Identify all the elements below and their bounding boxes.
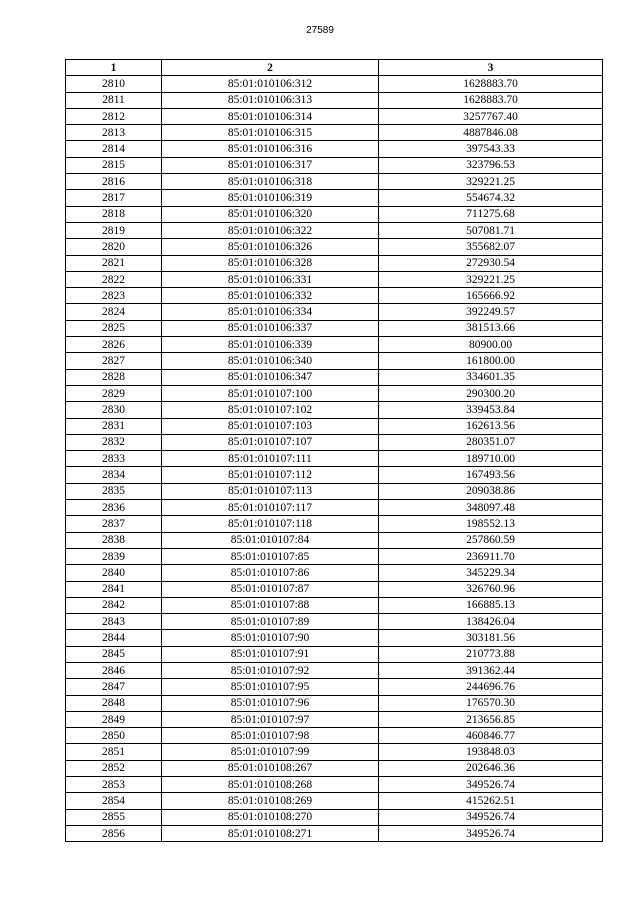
row-number-cell: 2854	[66, 793, 162, 809]
row-number-cell: 2843	[66, 614, 162, 630]
value-cell: 415262.51	[379, 793, 603, 809]
value-cell: 236911.70	[379, 548, 603, 564]
cadastral-number-cell: 85:01:010107:92	[162, 662, 379, 678]
row-number-cell: 2815	[66, 157, 162, 173]
value-cell: 4887846.08	[379, 125, 603, 141]
table-row	[66, 614, 603, 630]
value-cell: 334601.35	[379, 369, 603, 385]
row-number-cell: 2833	[66, 451, 162, 467]
value-cell: 460846.77	[379, 728, 603, 744]
table-row	[66, 418, 603, 434]
cadastral-number-cell: 85:01:010106:340	[162, 353, 379, 369]
table-row	[66, 793, 603, 809]
value-cell: 290300.20	[379, 385, 603, 401]
cadastral-number-cell: 85:01:010106:331	[162, 271, 379, 287]
table-row	[66, 271, 603, 287]
value-cell: 326760.96	[379, 581, 603, 597]
table-row	[66, 434, 603, 450]
cadastral-number-cell: 85:01:010107:99	[162, 744, 379, 760]
table-row	[66, 141, 603, 157]
cadastral-number-cell: 85:01:010106:313	[162, 92, 379, 108]
value-cell: 244696.76	[379, 679, 603, 695]
table-row	[66, 304, 603, 320]
table-header	[66, 60, 603, 76]
table-row	[66, 646, 603, 662]
value-cell: 272930.54	[379, 255, 603, 271]
table-row	[66, 825, 603, 841]
table-row	[66, 353, 603, 369]
row-number-cell: 2837	[66, 516, 162, 532]
cadastral-number-cell: 85:01:010106:315	[162, 125, 379, 141]
row-number-cell: 2824	[66, 304, 162, 320]
value-cell: 167493.56	[379, 467, 603, 483]
page-number: 27589	[306, 25, 334, 36]
table-row	[66, 597, 603, 613]
row-number-cell: 2822	[66, 271, 162, 287]
row-number-cell: 2828	[66, 369, 162, 385]
value-cell: 165666.92	[379, 288, 603, 304]
row-number-cell: 2845	[66, 646, 162, 662]
cadastral-number-cell: 85:01:010107:118	[162, 516, 379, 532]
cadastral-number-cell: 85:01:010106:328	[162, 255, 379, 271]
table-row	[66, 222, 603, 238]
table-row	[66, 695, 603, 711]
row-number-cell: 2855	[66, 809, 162, 825]
row-number-cell: 2850	[66, 728, 162, 744]
cadastral-number-cell: 85:01:010107:102	[162, 402, 379, 418]
row-number-cell: 2819	[66, 222, 162, 238]
value-cell: 189710.00	[379, 451, 603, 467]
row-number-cell: 2847	[66, 679, 162, 695]
row-number-cell: 2844	[66, 630, 162, 646]
value-cell: 1628883.70	[379, 76, 603, 92]
value-cell: 345229.34	[379, 565, 603, 581]
table-row	[66, 288, 603, 304]
cadastral-number-cell: 85:01:010107:103	[162, 418, 379, 434]
row-number-cell: 2838	[66, 532, 162, 548]
value-cell: 711275.68	[379, 206, 603, 222]
value-cell: 355682.07	[379, 239, 603, 255]
row-number-cell: 2821	[66, 255, 162, 271]
table-row	[66, 467, 603, 483]
cadastral-number-cell: 85:01:010107:112	[162, 467, 379, 483]
column-header-1: 1	[66, 60, 162, 76]
table-row	[66, 255, 603, 271]
value-cell: 397543.33	[379, 141, 603, 157]
row-number-cell: 2846	[66, 662, 162, 678]
row-number-cell: 2813	[66, 125, 162, 141]
value-cell: 303181.56	[379, 630, 603, 646]
row-number-cell: 2814	[66, 141, 162, 157]
data-table	[65, 59, 603, 842]
value-cell: 507081.71	[379, 222, 603, 238]
cadastral-number-cell: 85:01:010107:100	[162, 385, 379, 401]
cadastral-number-cell: 85:01:010107:98	[162, 728, 379, 744]
value-cell: 329221.25	[379, 174, 603, 190]
value-cell: 166885.13	[379, 597, 603, 613]
row-number-cell: 2812	[66, 108, 162, 124]
value-cell: 280351.07	[379, 434, 603, 450]
value-cell: 257860.59	[379, 532, 603, 548]
value-cell: 349526.74	[379, 777, 603, 793]
cadastral-number-cell: 85:01:010106:314	[162, 108, 379, 124]
value-cell: 138426.04	[379, 614, 603, 630]
table-row	[66, 369, 603, 385]
table-row	[66, 157, 603, 173]
table-row	[66, 337, 603, 353]
row-number-cell: 2851	[66, 744, 162, 760]
table-row	[66, 630, 603, 646]
value-cell: 323796.53	[379, 157, 603, 173]
cadastral-number-cell: 85:01:010107:111	[162, 451, 379, 467]
table-row	[66, 483, 603, 499]
row-number-cell: 2856	[66, 825, 162, 841]
table-row	[66, 760, 603, 776]
value-cell: 554674.32	[379, 190, 603, 206]
value-cell: 210773.88	[379, 646, 603, 662]
value-cell: 213656.85	[379, 711, 603, 727]
cadastral-number-cell: 85:01:010106:312	[162, 76, 379, 92]
cadastral-number-cell: 85:01:010107:113	[162, 483, 379, 499]
cadastral-number-cell: 85:01:010106:319	[162, 190, 379, 206]
value-cell: 349526.74	[379, 809, 603, 825]
value-cell: 1628883.70	[379, 92, 603, 108]
row-number-cell: 2835	[66, 483, 162, 499]
table-row	[66, 662, 603, 678]
table-row	[66, 76, 603, 92]
row-number-cell: 2852	[66, 760, 162, 776]
cadastral-number-cell: 85:01:010107:95	[162, 679, 379, 695]
cadastral-number-cell: 85:01:010106:318	[162, 174, 379, 190]
table-row	[66, 190, 603, 206]
row-number-cell: 2816	[66, 174, 162, 190]
table-row	[66, 108, 603, 124]
row-number-cell: 2849	[66, 711, 162, 727]
table-row	[66, 809, 603, 825]
table-row	[66, 174, 603, 190]
table-body	[66, 76, 603, 842]
row-number-cell: 2840	[66, 565, 162, 581]
row-number-cell: 2829	[66, 385, 162, 401]
table-row	[66, 92, 603, 108]
value-cell: 3257767.40	[379, 108, 603, 124]
table-row	[66, 532, 603, 548]
cadastral-number-cell: 85:01:010106:320	[162, 206, 379, 222]
row-number-cell: 2825	[66, 320, 162, 336]
table-row	[66, 548, 603, 564]
value-cell: 80900.00	[379, 337, 603, 353]
cadastral-number-cell: 85:01:010107:117	[162, 500, 379, 516]
header-row	[66, 60, 603, 76]
value-cell: 391362.44	[379, 662, 603, 678]
table-row	[66, 565, 603, 581]
value-cell: 392249.57	[379, 304, 603, 320]
table-row	[66, 451, 603, 467]
table-row	[66, 385, 603, 401]
row-number-cell: 2830	[66, 402, 162, 418]
row-number-cell: 2839	[66, 548, 162, 564]
cadastral-number-cell: 85:01:010107:86	[162, 565, 379, 581]
column-header-2: 2	[162, 60, 379, 76]
row-number-cell: 2853	[66, 777, 162, 793]
cadastral-number-cell: 85:01:010107:88	[162, 597, 379, 613]
table-row	[66, 500, 603, 516]
value-cell: 339453.84	[379, 402, 603, 418]
cadastral-number-cell: 85:01:010108:271	[162, 825, 379, 841]
value-cell: 161800.00	[379, 353, 603, 369]
cadastral-number-cell: 85:01:010106:337	[162, 320, 379, 336]
table-row	[66, 581, 603, 597]
row-number-cell: 2826	[66, 337, 162, 353]
row-number-cell: 2810	[66, 76, 162, 92]
table-row	[66, 402, 603, 418]
value-cell: 381513.66	[379, 320, 603, 336]
row-number-cell: 2817	[66, 190, 162, 206]
cadastral-number-cell: 85:01:010107:90	[162, 630, 379, 646]
column-header-3: 3	[379, 60, 603, 76]
cadastral-number-cell: 85:01:010107:97	[162, 711, 379, 727]
value-cell: 198552.13	[379, 516, 603, 532]
table-row	[66, 125, 603, 141]
cadastral-number-cell: 85:01:010106:322	[162, 222, 379, 238]
table-row	[66, 679, 603, 695]
cadastral-number-cell: 85:01:010107:87	[162, 581, 379, 597]
row-number-cell: 2827	[66, 353, 162, 369]
value-cell: 209038.86	[379, 483, 603, 499]
row-number-cell: 2848	[66, 695, 162, 711]
table-row	[66, 777, 603, 793]
table-row	[66, 744, 603, 760]
table-row	[66, 711, 603, 727]
cadastral-number-cell: 85:01:010107:89	[162, 614, 379, 630]
row-number-cell: 2842	[66, 597, 162, 613]
cadastral-number-cell: 85:01:010106:316	[162, 141, 379, 157]
cadastral-number-cell: 85:01:010107:85	[162, 548, 379, 564]
table-row	[66, 320, 603, 336]
cadastral-number-cell: 85:01:010108:268	[162, 777, 379, 793]
cadastral-number-cell: 85:01:010106:334	[162, 304, 379, 320]
value-cell: 349526.74	[379, 825, 603, 841]
cadastral-number-cell: 85:01:010107:96	[162, 695, 379, 711]
row-number-cell: 2831	[66, 418, 162, 434]
cadastral-number-cell: 85:01:010106:347	[162, 369, 379, 385]
row-number-cell: 2820	[66, 239, 162, 255]
cadastral-number-cell: 85:01:010106:339	[162, 337, 379, 353]
value-cell: 176570.30	[379, 695, 603, 711]
row-number-cell: 2836	[66, 500, 162, 516]
value-cell: 348097.48	[379, 500, 603, 516]
table-row	[66, 516, 603, 532]
cadastral-number-cell: 85:01:010107:91	[162, 646, 379, 662]
row-number-cell: 2823	[66, 288, 162, 304]
cadastral-number-cell: 85:01:010107:107	[162, 434, 379, 450]
row-number-cell: 2832	[66, 434, 162, 450]
cadastral-number-cell: 85:01:010106:317	[162, 157, 379, 173]
cadastral-number-cell: 85:01:010106:332	[162, 288, 379, 304]
row-number-cell: 2841	[66, 581, 162, 597]
row-number-cell: 2811	[66, 92, 162, 108]
value-cell: 162613.56	[379, 418, 603, 434]
row-number-cell: 2834	[66, 467, 162, 483]
cadastral-number-cell: 85:01:010107:84	[162, 532, 379, 548]
table-row	[66, 728, 603, 744]
value-cell: 329221.25	[379, 271, 603, 287]
cadastral-number-cell: 85:01:010108:270	[162, 809, 379, 825]
cadastral-number-cell: 85:01:010106:326	[162, 239, 379, 255]
table-row	[66, 206, 603, 222]
cadastral-number-cell: 85:01:010108:269	[162, 793, 379, 809]
value-cell: 193848.03	[379, 744, 603, 760]
cadastral-number-cell: 85:01:010108:267	[162, 760, 379, 776]
value-cell: 202646.36	[379, 760, 603, 776]
row-number-cell: 2818	[66, 206, 162, 222]
table-row	[66, 239, 603, 255]
